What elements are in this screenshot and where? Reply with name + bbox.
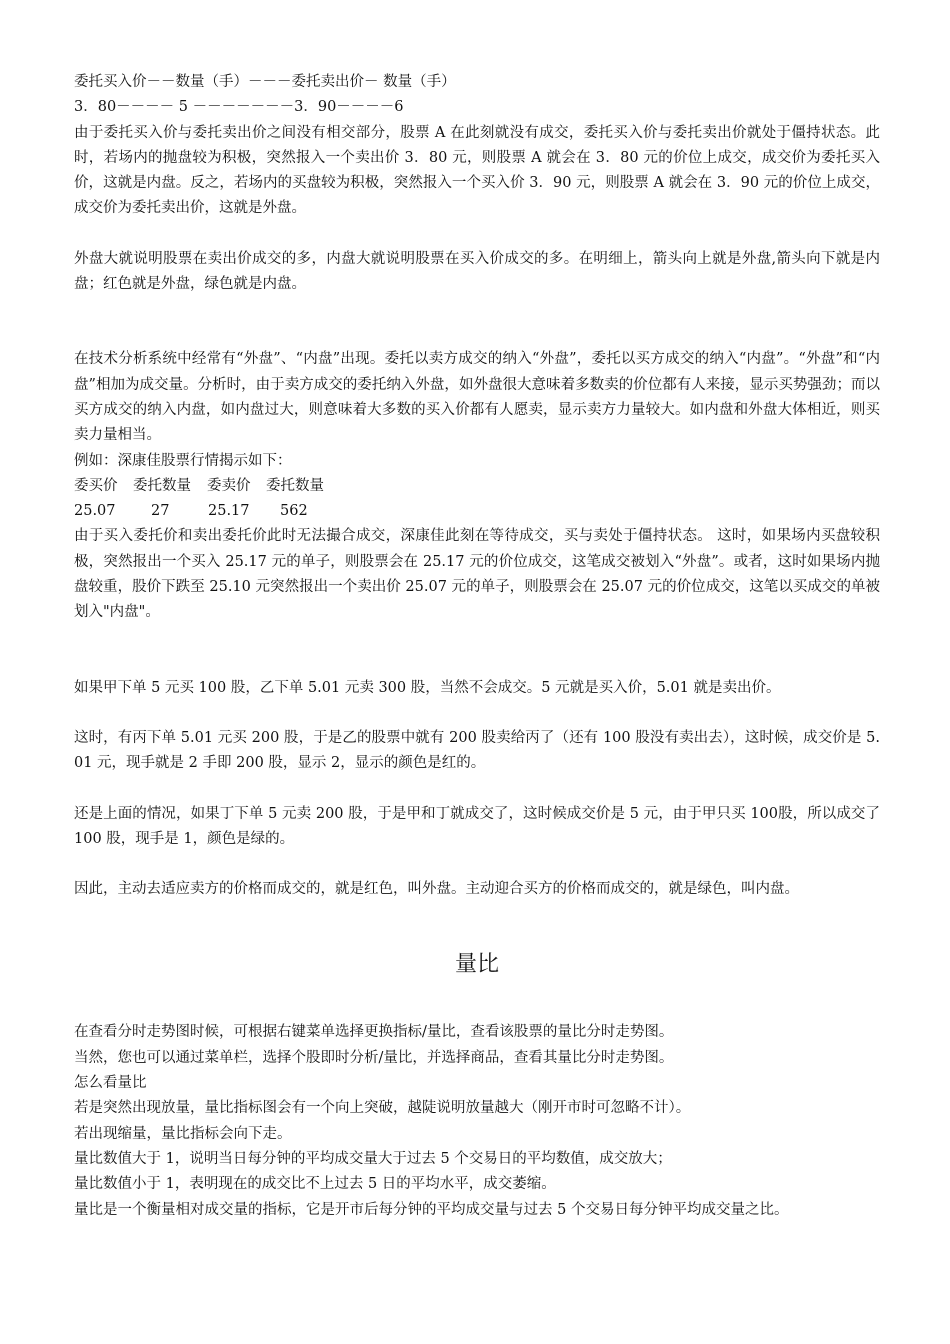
vr-line-1: 在查看分时走势图时候，可根据右键菜单选择更换指标/量比，查看该股票的量比分时走势图。 — [74, 1024, 674, 1041]
vr-line-4: 若是突然出现放量，量比指标图会有一个向上突破，越陡说明放量越大（刚开市时可忽略不计）。 — [74, 1100, 691, 1117]
cell-bid-qty: 27 — [151, 503, 170, 520]
header-bid-price: 委买价 — [74, 477, 118, 494]
paragraph-conclusion: 因此，主动去适应卖方的价格而成交的，就是红色，叫外盘。主动迎合买方的价格而成交的，就是绿色，叫内盘。 — [74, 881, 799, 898]
order-values-line: 3．80－－－－ 5 －－－－－－－3．90－－－－6 — [74, 99, 404, 116]
example-intro: 例如：深康佳股票行情揭示如下： — [74, 452, 292, 469]
paragraph-example-jia-yi: 如果甲下单 5 元买 100 股，乙下单 5.01 元卖 300 股，当然不会成交。5 元就是买入价，5.01 就是卖出价。 — [74, 679, 781, 696]
cell-ask-qty: 562 — [280, 503, 308, 520]
vr-line-7: 量比数值小于 1，表明现在的成交比不上过去 5 日的平均水平，成交萎缩。 — [74, 1176, 556, 1193]
paragraph-kangjia-example: 由于买入委托价和卖出委托价此时无法撮合成交，深康佳此刻在等待成交，买与卖处于僵持状态。 这时，如果场内买盘较积极，突然报出一个买入 25.17 元的单子，则股票会在 25.17 元的价位成交，这笔成交被划入“外盘”。或者，这时如果场内抛盘较重，股价下跌至 25.10 元突然报出一个卖出价 25.07 元的单子，则股票会在 25.07 元的价位成交，这笔以买成交的单被划入"内盘"。 — [74, 528, 880, 621]
cell-ask-price: 25.17 — [208, 503, 250, 520]
vr-line-5: 若出现缩量，量比指标会向下走。 — [74, 1125, 292, 1142]
paragraph-deadlock: 由于委托买入价与委托卖出价之间没有相交部分，股票 A 在此刻就没有成交，委托买入价与委托卖出价就处于僵持状态。此时，若场内的抛盘较为积极，突然报入一个卖出价 3．80 元，则股票 A 就会在 3．80 元的价位上成交，成交价为委托买入价，这就是内盘。反之，若场内的买盘较为积极，突然报入一个买入价 3．90 元，则股票 A 就会在 3．90 元的价位上成交，成交价为委托卖出价，这就是外盘。 — [74, 124, 880, 217]
vr-line-3: 怎么看量比 — [74, 1075, 147, 1092]
vr-line-8: 量比是一个衡量相对成交量的指标，它是开市后每分钟的平均成交量与过去 5 个交易日每分钟平均成交量之比。 — [74, 1201, 789, 1218]
header-ask-qty: 委托数量 — [266, 477, 324, 494]
vr-line-2: 当然，您也可以通过菜单栏，选择个股即时分析/量比，并选择商品，查看其量比分时走势图。 — [74, 1049, 674, 1066]
quote-table-row — [74, 499, 880, 524]
header-ask-price: 委卖价 — [207, 477, 251, 494]
paragraph-technical-analysis: 在技术分析系统中经常有“外盘”、“内盘”出现。委托以卖方成交的纳入“外盘”，委托以买方成交的纳入“内盘”。“外盘”和“内盘”相加为成交量。分析时，由于卖方成交的委托纳入外盘，如外盘很大意味着多数卖的价位都有人来接，显示买势强劲；而以买方成交的纳入内盘，如内盘过大，则意味着大多数的买入价都有人愿卖，显示卖方力量较大。如内盘和外盘大体相近，则买卖力量相当。 — [74, 351, 880, 444]
quote-table-header — [74, 474, 880, 499]
document-page — [74, 70, 880, 1223]
vr-line-6: 量比数值大于 1，说明当日每分钟的平均成交量大于过去 5 个交易日的平均数值，成交放大； — [74, 1150, 672, 1167]
order-header-line: 委托买入价－－数量（手）－－－委托卖出价－ 数量（手） — [74, 74, 456, 90]
paragraph-example-ding: 还是上面的情况，如果丁下单 5 元卖 200 股，于是甲和丁就成交了，这时候成交价是 5 元，由于甲只买 100股，所以成交了 100 股，现手是 1，颜色是绿的。 — [74, 805, 880, 847]
cell-bid-price: 25.07 — [74, 503, 116, 520]
section-heading-volume-ratio: 量比 — [454, 952, 499, 978]
header-bid-qty: 委托数量 — [133, 477, 191, 494]
paragraph-example-bing: 这时，有丙下单 5.01 元买 200 股，于是乙的股票中就有 200 股卖给丙了（还有 100 股没有卖出去），这时候，成交价是 5.01 元，现手就是 2 手即 200 股，显示 2，显示的颜色是红的。 — [74, 729, 880, 772]
paragraph-outer-inner: 外盘大就说明股票在卖出价成交的多，内盘大就说明股票在买入价成交的多。在明细上，箭头向上就是外盘,箭头向下就是内盘；红色就是外盘，绿色就是内盘。 — [74, 250, 880, 293]
